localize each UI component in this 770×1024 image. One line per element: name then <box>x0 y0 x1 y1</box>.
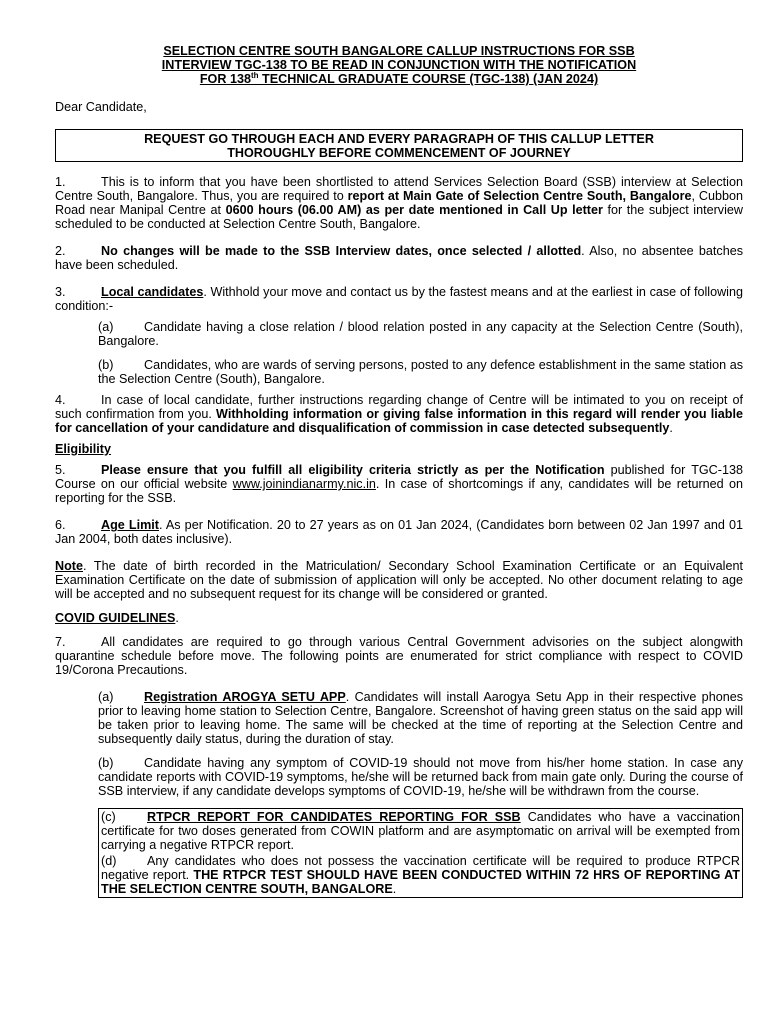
paragraph-number: 6. <box>55 518 66 532</box>
paragraph-7c: (c) RTPCR REPORT FOR CANDIDATES REPORTING FOR SSB Candidates who have a vaccination certificate for two doses generated from COWIN platform and are asymptomatic on arrival will be exempted from carrying a negative RTPCR report. <box>101 810 740 852</box>
title-line-1: SELECTION CENTRE SOUTH BANGALORE CALLUP INSTRUCTIONS FOR SSB <box>163 44 635 58</box>
paragraph-3a: (a) Candidate having a close relation / blood relation posted in any capacity at the Selection Centre (South), Bangalore. <box>98 320 743 348</box>
paragraph-3b: (b) Candidates, who are wards of serving persons, posted to any defence establishment in the same station as the Selection Centre (South), Bangalore. <box>98 358 743 386</box>
request-box-line-2: THOROUGHLY BEFORE COMMENCEMENT OF JOURNEY <box>227 146 571 160</box>
paragraph-7a: (a) Registration AROGYA SETU APP. Candidates will install Aarogya Setu App in their respective phones prior to leaving home station to Selection Centre, Bangalore. Screenshot of having green status on the said app will be taken prior to leaving home. The same will be checked at the time of reporting at the Selection Centre and subsequently daily status, during the duration of stay. <box>98 690 744 746</box>
paragraph-7d: (d) Any candidates who does not possess the vaccination certificate will be required to produce RTPCR negative report. THE RTPCR TEST SHOULD HAVE BEEN CONDUCTED WITHIN 72 HRS OF REPORTING AT THE SELECTION CENTRE SOUTH, BANGALORE. <box>101 854 740 896</box>
paragraph-5: 5. Please ensure that you fulfill all eligibility criteria strictly as per the Notification published for TGC-138 Course on our official website www.joinindianarmy.nic.in. In case of shortcomings if any, candidates will be returned on reporting for the SSB. <box>55 463 743 505</box>
request-box-line-1: REQUEST GO THROUGH EACH AND EVERY PARAGRAPH OF THIS CALLUP LETTER <box>144 132 654 146</box>
paragraph-number: 4. <box>55 393 66 407</box>
paragraph-2: 2. No changes will be made to the SSB Interview dates, once selected / allotted. Also, no absentee batches have been scheduled. <box>55 244 744 272</box>
title-line-2: INTERVIEW TGC-138 TO BE READ IN CONJUNCTION WITH THE NOTIFICATION <box>161 58 637 72</box>
document-title <box>55 44 743 86</box>
paragraph-7: 7. All candidates are required to go through various Central Government advisories on the subject alongwith quarantine schedule before move. The following points are enumerated for strict compliance with respect to COVID 19/Corona Precautions. <box>55 635 743 677</box>
paragraph-number: 1. <box>55 175 66 189</box>
title-line-3: FOR 138th TECHNICAL GRADUATE COURSE (TGC-138) (JAN 2024) <box>199 70 599 86</box>
paragraph-4: 4. In case of local candidate, further instructions regarding change of Centre will be intimated to you on receipt of such confirmation from you. Withholding information or giving false information in this regard will render you liable for cancellation of your candidature and disqualification of commission in case detected subsequently. <box>55 393 743 435</box>
paragraph-6: 6. Age Limit. As per Notification. 20 to 27 years as on 01 Jan 2024, (Candidates born between 02 Jan 1997 and 01 Jan 2004, both dates inclusive). <box>55 518 744 546</box>
paragraph-number: 2. <box>55 244 66 258</box>
covid-heading: COVID GUIDELINES <box>55 611 176 625</box>
document-page <box>55 44 743 898</box>
paragraph-number: 3. <box>55 285 66 299</box>
paragraph-1: 1. This is to inform that you have been shortlisted to attend Services Selection Board (SSB) interview at Selection Centre South, Bangalore. Thus, you are required to report at Main Gate of Selection Centre South, Bangalore, Cubbon Road near Manipal Centre at 0600 hours (06.00 AM) as per date mentioned in Call Up letter for the subject interview scheduled to be conducted at Selection Centre South, Bangalore. <box>55 175 744 231</box>
rtpcr-box <box>98 808 743 898</box>
paragraph-7b: (b) Candidate having any symptom of COVID-19 should not move from his/her home station. In case any candidate reports with COVID-19 symptoms, he/she will be returned back from main gate only. During the course of SSB interview, if any candidate develops symptoms of COVID-19, he/she will be withdrawn from the course. <box>98 756 743 798</box>
paragraph-number: 7. <box>55 635 66 649</box>
note-paragraph: Note. The date of birth recorded in the Matriculation/ Secondary School Examination Certificate or an Equivalent Examination Certificate on the date of submission of application will only be accepted. No other document relating to age will be accepted and no subsequent request for its change will be considered or granted. <box>55 559 743 601</box>
paragraph-3: 3. Local candidates. Withhold your move and contact us by the fastest means and at the earliest in case of following condition:- <box>55 285 743 313</box>
request-box <box>55 129 743 162</box>
official-website-link[interactable]: www.joinindianarmy.nic.in <box>232 477 376 491</box>
covid-heading-line: COVID GUIDELINES. <box>55 611 179 625</box>
paragraph-number: 5. <box>55 463 66 477</box>
greeting: Dear Candidate, <box>55 100 147 114</box>
eligibility-heading: Eligibility <box>55 442 111 456</box>
